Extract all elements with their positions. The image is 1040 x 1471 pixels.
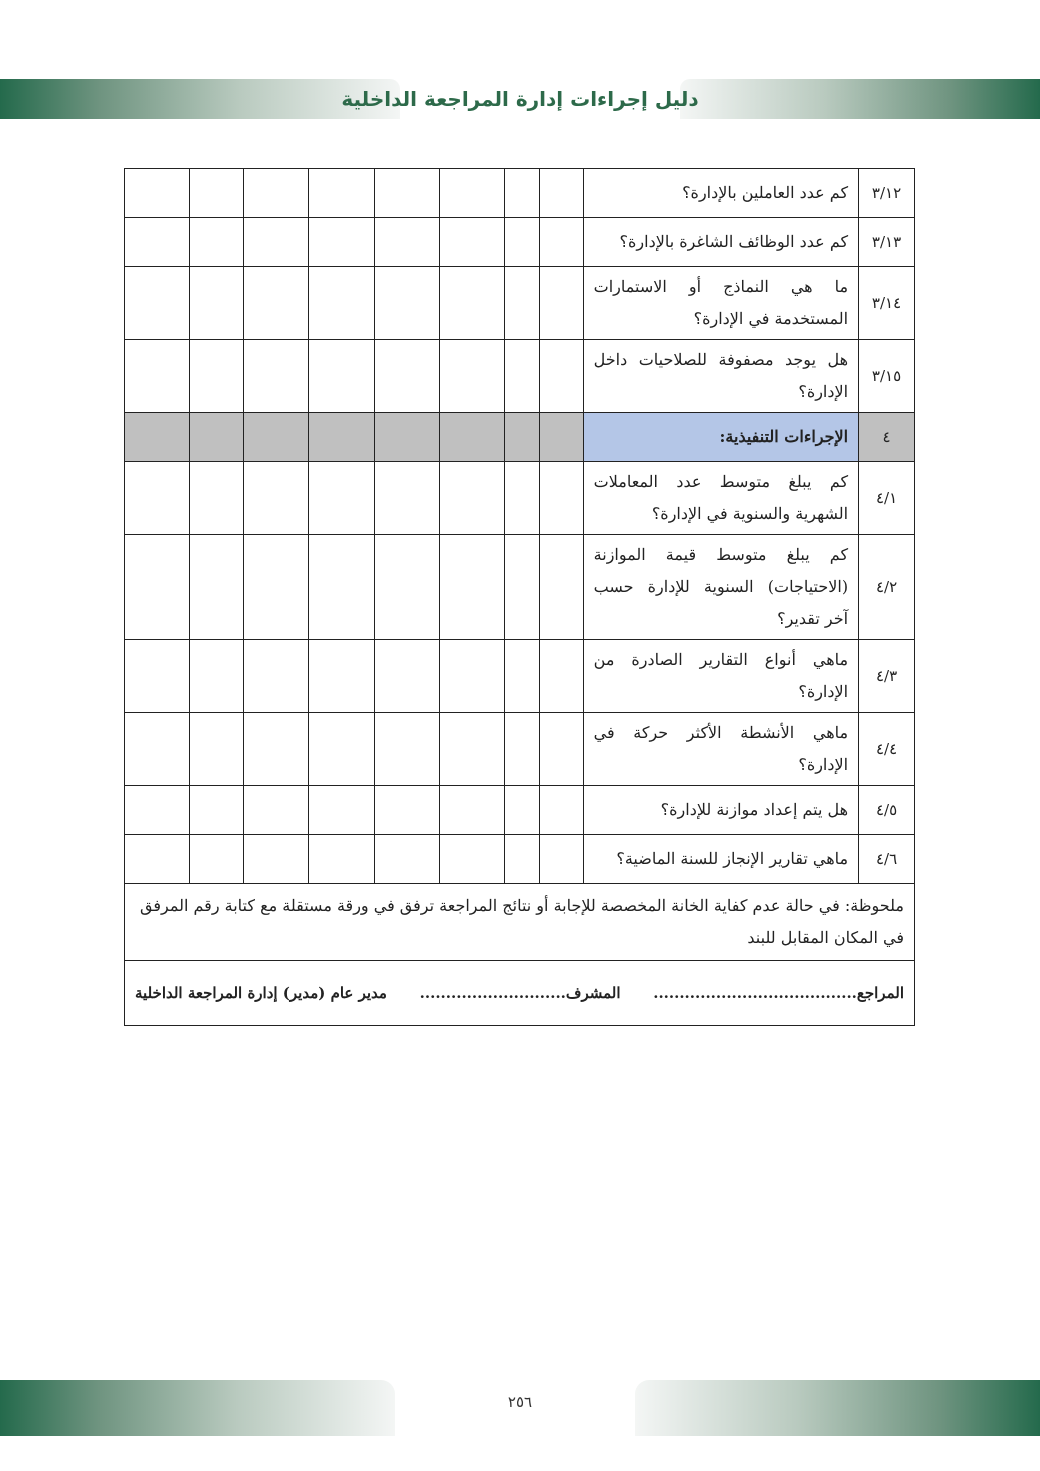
table-row (125, 169, 915, 218)
answer-cell[interactable] (439, 786, 504, 835)
table-row (125, 535, 915, 640)
question-text: كم يبلغ متوسط عدد المعاملات الشهرية والسنوية في الإدارة؟ (583, 462, 858, 535)
answer-cell[interactable] (504, 413, 540, 462)
answer-cell[interactable] (189, 340, 244, 413)
question-text: كم عدد العاملين بالإدارة؟ (583, 169, 858, 218)
answer-cell[interactable] (244, 462, 309, 535)
answer-cell[interactable] (244, 713, 309, 786)
answer-cell[interactable] (540, 640, 583, 713)
answer-cell[interactable] (309, 835, 375, 884)
answer-cell[interactable] (375, 835, 440, 884)
item-number: ٤/٢ (859, 535, 915, 640)
answer-cell[interactable] (125, 535, 190, 640)
checklist-table (124, 168, 915, 1026)
answer-cell[interactable] (504, 713, 540, 786)
answer-cell[interactable] (189, 218, 244, 267)
answer-cell[interactable] (125, 786, 190, 835)
answer-cell[interactable] (504, 835, 540, 884)
footer-band-left (0, 1380, 395, 1436)
answer-cell[interactable] (540, 786, 583, 835)
answer-cell[interactable] (244, 640, 309, 713)
answer-cell[interactable] (309, 218, 375, 267)
answer-cell[interactable] (504, 340, 540, 413)
answer-cell[interactable] (504, 640, 540, 713)
item-number: ٤ (859, 413, 915, 462)
answer-cell[interactable] (504, 786, 540, 835)
answer-cell[interactable] (439, 713, 504, 786)
answer-cell[interactable] (540, 218, 583, 267)
answer-cell[interactable] (375, 340, 440, 413)
answer-cell[interactable] (125, 835, 190, 884)
table-row (125, 640, 915, 713)
answer-cell[interactable] (439, 462, 504, 535)
note-text: ملحوظة: في حالة عدم كفاية الخانة المخصصة للإجابة أو نتائج المراجعة ترفق في ورقة مستقلة مع كتابة رقم المرفق في المكان المقابل للبند (125, 884, 915, 961)
answer-cell[interactable] (540, 169, 583, 218)
section-row (125, 413, 915, 462)
director-signature: مدير عام (مدير) إدارة المراجعة الداخلية (135, 984, 387, 1002)
answer-cell[interactable] (125, 218, 190, 267)
answer-cell[interactable] (375, 267, 440, 340)
answer-cell[interactable] (125, 169, 190, 218)
question-text: كم يبلغ متوسط قيمة الموازنة (الاحتياجات) السنوية للإدارة حسب آخر تقدير؟ (583, 535, 858, 640)
answer-cell[interactable] (189, 462, 244, 535)
answer-cell[interactable] (504, 218, 540, 267)
table-row (125, 267, 915, 340)
answer-cell[interactable] (125, 462, 190, 535)
answer-cell[interactable] (540, 413, 583, 462)
answer-cell[interactable] (309, 267, 375, 340)
answer-cell[interactable] (189, 713, 244, 786)
answer-cell[interactable] (189, 786, 244, 835)
answer-cell[interactable] (189, 640, 244, 713)
answer-cell[interactable] (439, 640, 504, 713)
answer-cell[interactable] (375, 713, 440, 786)
answer-cell[interactable] (540, 267, 583, 340)
item-number: ٤/٦ (859, 835, 915, 884)
answer-cell[interactable] (309, 535, 375, 640)
answer-cell[interactable] (439, 218, 504, 267)
item-number: ٤/٤ (859, 713, 915, 786)
item-number: ٣/١٢ (859, 169, 915, 218)
answer-cell[interactable] (504, 169, 540, 218)
table-row (125, 340, 915, 413)
question-text: هل يوجد مصفوفة للصلاحيات داخل الإدارة؟ (583, 340, 858, 413)
item-number: ٤/١ (859, 462, 915, 535)
answer-cell[interactable] (244, 413, 309, 462)
answer-cell[interactable] (309, 340, 375, 413)
answer-cell[interactable] (189, 267, 244, 340)
item-number: ٤/٥ (859, 786, 915, 835)
item-number: ٣/١٣ (859, 218, 915, 267)
note-row (125, 884, 915, 961)
answer-cell[interactable] (125, 413, 190, 462)
table-row (125, 713, 915, 786)
answer-cell[interactable] (540, 835, 583, 884)
answer-cell[interactable] (540, 340, 583, 413)
reviewer-signature: المراجع....................................... (653, 984, 904, 1002)
answer-cell[interactable] (125, 713, 190, 786)
answer-cell[interactable] (309, 640, 375, 713)
table-row (125, 786, 915, 835)
question-text: هل يتم إعداد موازنة للإدارة؟ (583, 786, 858, 835)
section-title: الإجراءات التنفيذية: (583, 413, 858, 462)
item-number: ٣/١٤ (859, 267, 915, 340)
answer-cell[interactable] (244, 535, 309, 640)
answer-cell[interactable] (439, 267, 504, 340)
answer-cell[interactable] (504, 267, 540, 340)
answer-cell[interactable] (189, 835, 244, 884)
table-row (125, 462, 915, 535)
signature-row (125, 961, 915, 1026)
supervisor-signature: المشرف............................ (419, 984, 621, 1002)
answer-cell[interactable] (244, 340, 309, 413)
answer-cell[interactable] (375, 169, 440, 218)
page-number: ٢٥٦ (507, 1393, 533, 1411)
answer-cell[interactable] (504, 462, 540, 535)
answer-cell[interactable] (439, 340, 504, 413)
answer-cell[interactable] (375, 786, 440, 835)
question-text: ماهي تقارير الإنجاز للسنة الماضية؟ (583, 835, 858, 884)
answer-cell[interactable] (375, 535, 440, 640)
question-text: كم عدد الوظائف الشاغرة بالإدارة؟ (583, 218, 858, 267)
answer-cell[interactable] (375, 218, 440, 267)
answer-cell[interactable] (375, 640, 440, 713)
answer-cell[interactable] (309, 713, 375, 786)
answer-cell[interactable] (189, 535, 244, 640)
table-row (125, 218, 915, 267)
answer-cell[interactable] (439, 835, 504, 884)
answer-cell[interactable] (540, 462, 583, 535)
table-row (125, 835, 915, 884)
answer-cell[interactable] (244, 169, 309, 218)
answer-cell[interactable] (125, 340, 190, 413)
answer-cell[interactable] (189, 413, 244, 462)
answer-cell[interactable] (309, 169, 375, 218)
answer-cell[interactable] (309, 786, 375, 835)
answer-cell[interactable] (375, 462, 440, 535)
item-number: ٤/٣ (859, 640, 915, 713)
footer-band-right (635, 1380, 1040, 1436)
answer-cell[interactable] (540, 535, 583, 640)
answer-cell[interactable] (244, 835, 309, 884)
answer-cell[interactable] (504, 535, 540, 640)
answer-cell[interactable] (125, 267, 190, 340)
answer-cell[interactable] (309, 462, 375, 535)
answer-cell[interactable] (309, 413, 375, 462)
answer-cell[interactable] (244, 267, 309, 340)
answer-cell[interactable] (540, 713, 583, 786)
answer-cell[interactable] (244, 786, 309, 835)
answer-cell[interactable] (375, 413, 440, 462)
item-number: ٣/١٥ (859, 340, 915, 413)
answer-cell[interactable] (189, 169, 244, 218)
answer-cell[interactable] (439, 413, 504, 462)
question-text: ماهي أنواع التقارير الصادرة من الإدارة؟ (583, 640, 858, 713)
question-text: ماهي الأنشطة الأكثر حركة في الإدارة؟ (583, 713, 858, 786)
question-text: ما هي النماذج أو الاستمارات المستخدمة في الإدارة؟ (583, 267, 858, 340)
answer-cell[interactable] (439, 169, 504, 218)
answer-cell[interactable] (125, 640, 190, 713)
answer-cell[interactable] (439, 535, 504, 640)
document-title: دليل إجراءات إدارة المراجعة الداخلية (341, 87, 699, 111)
answer-cell[interactable] (244, 218, 309, 267)
